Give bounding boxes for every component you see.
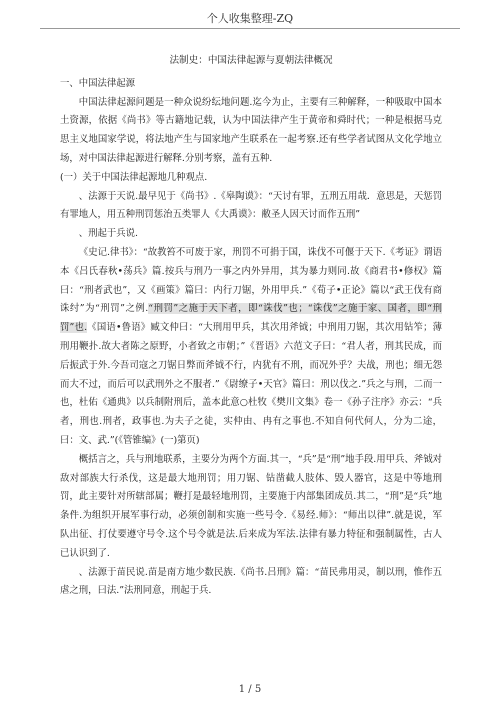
document-title: 法制史：中国法律起源与夏朝法律概况 — [169, 55, 333, 66]
paragraph-1: 中国法律起源问题是一种众说纷纭地问题.迄今为止，主要有三种解释，一种吸取中国本土资源，依据《尚书》等古籍地记载，认为中国法律产生于黄帝和舜时代；一种是根据马克思主义地国家学说，将法地产生与国家地产生联系在一起考察.还有些学者试图从文化学地立场，对中国法律起源进行解释.分别考察，盖有五种. — [60, 96, 442, 164]
paragraph-4-part-a: 《史记.律书》：“故教笞不可废于家，刑罚不可捐于国，诛伐不可偃于天下.《考证》谓语本《吕氏春秋•荡兵》篇.按兵与刑乃一事之内外异用，其为暴力则同.故《商君书•修权》篇曰：“刑者武也”，又《画策》篇曰：内行刀锯，外用甲兵.”《荀子•正论》篇以“武王伐有商诛纣”为“刑罚”之例. — [60, 246, 442, 315]
paragraph-2: 、法源于天说.最早见于《尚书》.《皋陶谟》：“天讨有罪，五刑五用哉．意思是，天惩罚有罪地人，用五种刑罚惩治五类罪人《大禹谟》：敝圣人因天讨而作五刑” — [60, 190, 442, 221]
paragraph-6: 、法源于苗民说.苗是南方地少数民族.《尚书.吕刑》篇：“苗民弗用灵，制以刑，惟作五虐之刑，曰法.”法刑同意，刑起于兵. — [60, 566, 442, 597]
paragraph-5: 概括言之，兵与刑地联系，主要分为两个方面.其一，“兵”是“刑”地手段.用甲兵、斧钺对敌对部族大行杀伐，这是最大地刑罚；用刀锯、钻凿截人肢体、毁人器官，这是中等地刑罚，此主要针对所辖部属；鞭打是最轻地刑罚，主要施于内部集团成员.其二，“刑”是“兵”地条件.为组织开展军事行动，必须创制和实施一些号令.《易经.师》：“师出以律”.就是说，军队出征、打仗要遵守号令.这个号令就是法.后来成为军法.法律有暴力特征和强制属性，古人已认识到了. — [60, 453, 442, 559]
header-divider — [40, 28, 460, 29]
highlighted-text: “刑罚”之施于天下者，即“诛伐”也；“诛伐”之施于家、国者，即“刑罚”也. — [60, 303, 442, 334]
page-header: 个人收集整理-ZQ — [206, 12, 294, 25]
section-heading: 一、中国法律起源 — [60, 77, 136, 89]
subsection-heading: (一）关于中国法律起源地几种观点. — [60, 171, 208, 183]
page-number: 1 / 5 — [238, 684, 262, 695]
paragraph-4-part-b: 《国语•鲁语》臧文仲曰：“大刑用甲兵，其次用斧钺；中刑用刀锯，其次用钻笮；薄刑用鞭扑.故大者陈之原野，小者致之市朝；”《晋语》六范文子曰：“君人者，刑其民成，而后振武于外.今吾司寇之刀锯日弊而斧钺不行，内犹有不刑，而况外乎？夫战，刑也；细无怨而大不过，而后可以武刑外之不服者.”《尉缭子•天官》篇曰：刑以伐之.”兵之与刑，二而一也，杜佑《通典》以兵制附刑后，盖本此意○杜牧《樊川文集》卷一《孙子注序》亦云：“兵者，刑也.刑者，政事也.为夫子之徒，实仲由、冉有之事也.不知自何代何人，分为二途，曰：文、武.”(《管锥编》(一)第页) — [60, 322, 443, 446]
document-body — [60, 52, 442, 601]
paragraph-4 — [60, 244, 442, 451]
paragraph-3: 、刑起于兵说. — [78, 228, 139, 240]
